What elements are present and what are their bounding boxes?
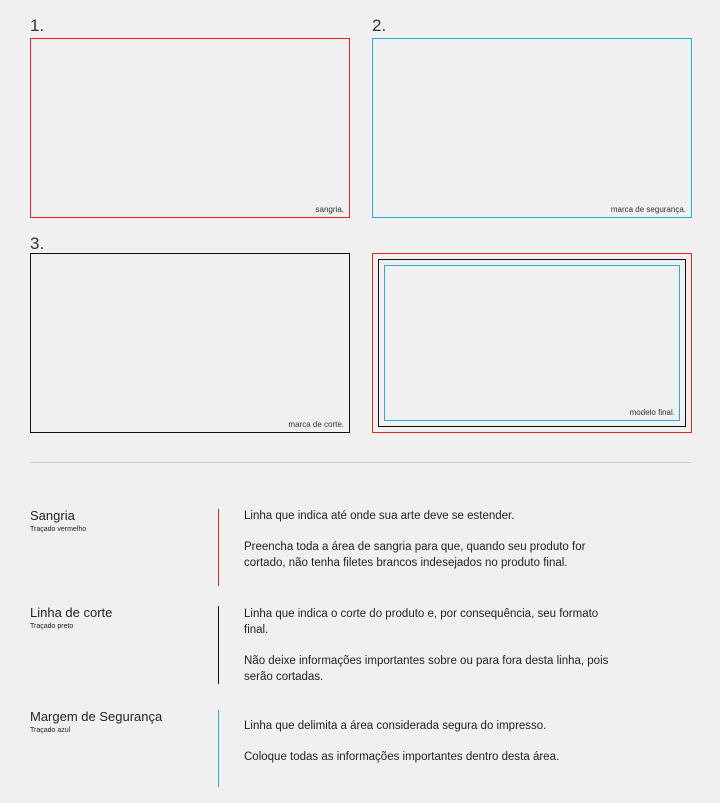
legend-seguranca-line xyxy=(218,710,219,787)
legend-corte-line xyxy=(218,606,219,684)
bleed-diagram xyxy=(30,38,350,218)
legend-sangria-paragraph-2: Preencha toda a área de sangria para que, quando seu produto for cortado, não tenha filetes brancos indesejados no produto final. xyxy=(244,541,586,569)
legend-seguranca-paragraph-2: Coloque todas as informações importantes dentro desta área. xyxy=(244,751,560,763)
legend-seguranca-title: Margem de Segurança xyxy=(30,709,163,724)
legend-seguranca-paragraph-1: Linha que delimita a área considerada segura do impresso. xyxy=(244,720,547,732)
cut-diagram xyxy=(30,253,350,433)
legend-sangria xyxy=(30,508,86,533)
legend-sangria-title: Sangria xyxy=(30,508,75,523)
legend-corte-title: Linha de corte xyxy=(30,605,113,620)
legend-seguranca-description xyxy=(244,718,624,780)
final-model-diagram xyxy=(372,253,692,433)
diagram-2-number: 2. xyxy=(372,16,387,35)
legend-sangria-subtitle: Traçado vermelho xyxy=(30,526,87,533)
legend-seguranca xyxy=(30,709,162,734)
final-safety-line xyxy=(384,265,680,421)
bleed-caption: sangria. xyxy=(315,205,344,214)
legend-corte-subtitle: Traçado preto xyxy=(30,623,74,630)
legend-corte-description xyxy=(244,606,624,700)
legend-sangria-paragraph-1: Linha que indica até onde sua arte deve se estender. xyxy=(244,510,515,522)
legend-corte-paragraph-2: Não deixe informações importantes sobre ou para fora desta linha, pois serão cortadas. xyxy=(244,655,609,683)
legend-sangria-line xyxy=(218,509,219,586)
diagram-3-number: 3. xyxy=(30,234,45,253)
legend-corte-paragraph-1: Linha que indica o corte do produto e, por consequência, seu formato final. xyxy=(244,608,599,636)
diagram-1-number: 1. xyxy=(30,16,45,35)
safety-diagram xyxy=(372,38,692,218)
section-divider xyxy=(30,462,691,463)
legend-sangria-description xyxy=(244,508,624,586)
legend-seguranca-subtitle: Traçado azul xyxy=(30,727,71,734)
cut-caption: marca de corte. xyxy=(288,420,344,429)
final-model-caption: modelo final. xyxy=(629,408,675,417)
safety-caption: marca de segurança. xyxy=(610,205,686,214)
legend-corte xyxy=(30,605,112,630)
